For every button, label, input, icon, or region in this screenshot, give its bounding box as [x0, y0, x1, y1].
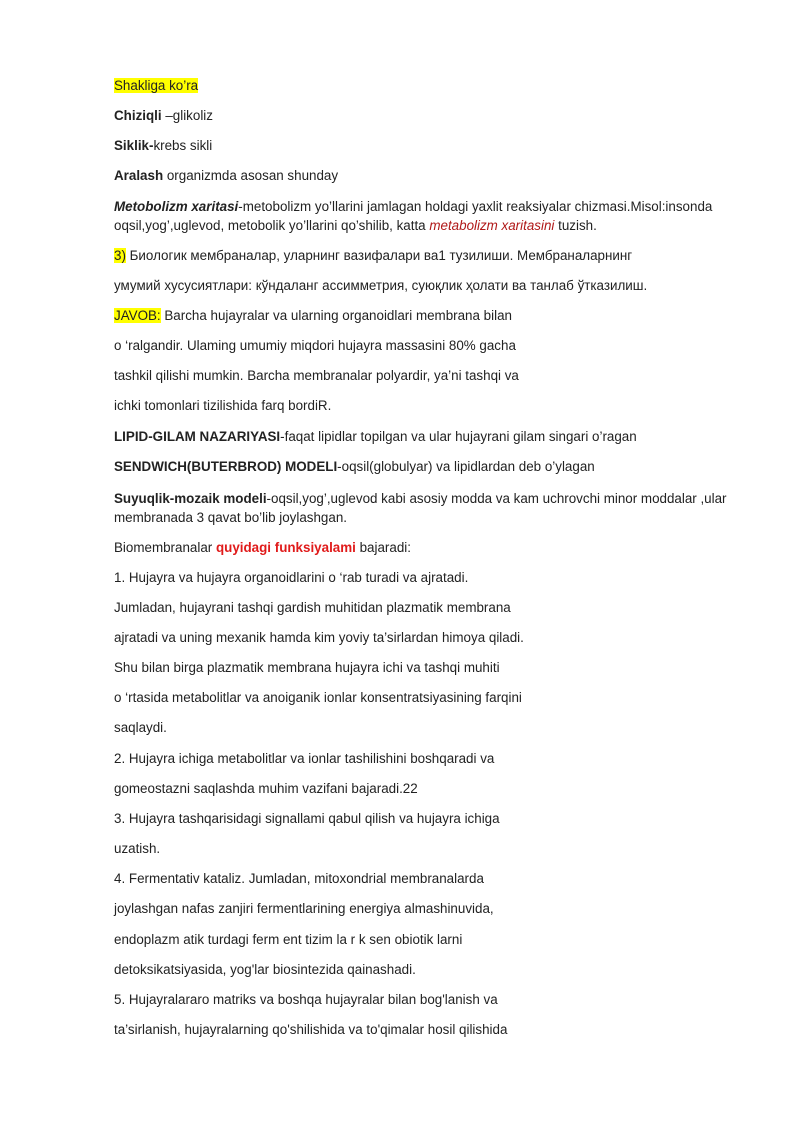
line-question-cont: умумий хусусиятлари: кўндаланг ассимметрия, суюқлик ҳолати ва танлаб ўтказилиш. — [114, 278, 648, 293]
question-number: 3) — [114, 248, 126, 263]
term-sandwich-model: SENDWICH(BUTERBROD) MODELI — [114, 459, 338, 474]
text-line: tashkil qilishi mumkin. Barcha membranalar polyardir, ya’ni tashqi va — [114, 368, 519, 383]
text-line: uzatish. — [114, 841, 161, 856]
text-metabolism-map: -metobolizm yo’llarini jamlagan holdagi yaxlit reaksiyalar chizmasi.Misol:insonda oqsil,yog’,uglevod, metobolik yo’llarini qo’shilib, katta — [114, 199, 713, 233]
text-metabolism-end: tuzish. — [554, 218, 597, 233]
text-cyclic: krebs sikli — [153, 138, 213, 153]
red-bold-term: quyidagi funksiyalami — [215, 540, 356, 555]
line-question-3 — [114, 247, 632, 264]
red-italic-term: metabolizm xaritasini — [429, 218, 555, 233]
text-line: detoksikatsiyasida, yog'lar biosintezida qainashadi. — [114, 962, 416, 977]
text-line: saqlaydi. — [114, 720, 167, 735]
text-line: 1. Hujayra va hujayra organoidlarini o ‘rab turadi va ajratadi. — [114, 570, 469, 585]
heading-shape — [114, 77, 198, 94]
text-line: gomeostazni saqlashda muhim vazifani bajaradi.22 — [114, 781, 418, 796]
line-lipid-theory — [114, 428, 637, 445]
term-linear: Chiziqli — [114, 108, 162, 123]
line-functions-heading — [114, 539, 411, 556]
text-line: o ‘ralgandir. Ulaming umumiy miqdori hujayra massasini 80% gacha — [114, 338, 516, 353]
text-line: Jumladan, hujayrani tashqi gardish muhitidan plazmatik membrana — [114, 600, 511, 615]
text-linear: –glikoliz — [161, 108, 213, 123]
paragraph-metabolism-map — [114, 197, 734, 235]
text-lipid-theory: -faqat lipidlar topilgan va ular hujayrani gilam singari o’ragan — [280, 429, 637, 444]
text-line: ajratadi va uning mexanik hamda kim yoviy ta’sirlardan himoya qiladi. — [114, 630, 524, 645]
answer-text: Barcha hujayralar va ularning organoidlari membrana bilan — [160, 308, 512, 323]
text-line: joylashgan nafas zanjiri fermentlarining energiya almashinuvida, — [114, 901, 494, 916]
text-line: 2. Hujayra ichiga metabolitlar va ionlar tashilishini boshqaradi va — [114, 751, 495, 766]
text-functions-end: bajaradi: — [355, 540, 411, 555]
line-linear — [114, 107, 213, 124]
text-line: 4. Fermentativ kataliz. Jumladan, mitoxondrial membranalarda — [114, 871, 484, 886]
answer-label: JAVOB: — [114, 308, 161, 323]
text-line: Shu bilan birga plazmatik membrana hujayra ichi va tashqi muhiti — [114, 660, 500, 675]
text-line: ta’sirlanish, hujayralarning qo'shilishida va to'qimalar hosil qilishida — [114, 1022, 508, 1037]
text-fluid-mosaic: -oqsil,yog’,uglevod kabi asosiy modda va kam uchrovchi minor moddalar ,ular membranada 3 qavat bo’lib joylashgan. — [114, 491, 727, 525]
term-mixed: Aralash — [114, 168, 164, 183]
text-functions-start: Biomembranalar — [114, 540, 216, 555]
text-line: 5. Hujayralararo matriks va boshqa hujayralar bilan bog'lanish va — [114, 992, 498, 1007]
term-fluid-mosaic: Suyuqlik-mozaik modeli — [114, 491, 267, 506]
text-line: ichki tomonlari tizilishida farq bordiR. — [114, 398, 332, 413]
text-line: o ‘rtasida metabolitlar va anoiganik ionlar konsentratsiyasining farqini — [114, 690, 522, 705]
term-lipid-theory: LIPID-GILAM NAZARIYASI — [114, 429, 281, 444]
text-line: 3. Hujayra tashqarisidagi signallami qabul qilish va hujayra ichiga — [114, 811, 500, 826]
question-text: Биологик мембраналар, уларнинг вазифалари ва1 тузилиши. Мембраналарнинг — [125, 248, 633, 263]
line-mixed — [114, 167, 338, 184]
highlighted-heading: Shakliga ko’ra — [114, 78, 199, 93]
text-line: endoplazm atik turdagi ferm ent tizim la r k sen obiotik larni — [114, 932, 463, 947]
text-sandwich-model: -oqsil(globulyar) va lipidlardan deb o’ylagan — [337, 459, 595, 474]
line-sandwich-model — [114, 458, 595, 475]
term-cyclic: Siklik- — [114, 138, 154, 153]
line-cyclic — [114, 137, 212, 154]
text-mixed: organizmda asosan shunday — [163, 168, 339, 183]
paragraph-fluid-mosaic — [114, 489, 734, 527]
line-answer — [114, 307, 512, 324]
term-metabolism-map: Metobolizm xaritasi — [114, 199, 239, 214]
